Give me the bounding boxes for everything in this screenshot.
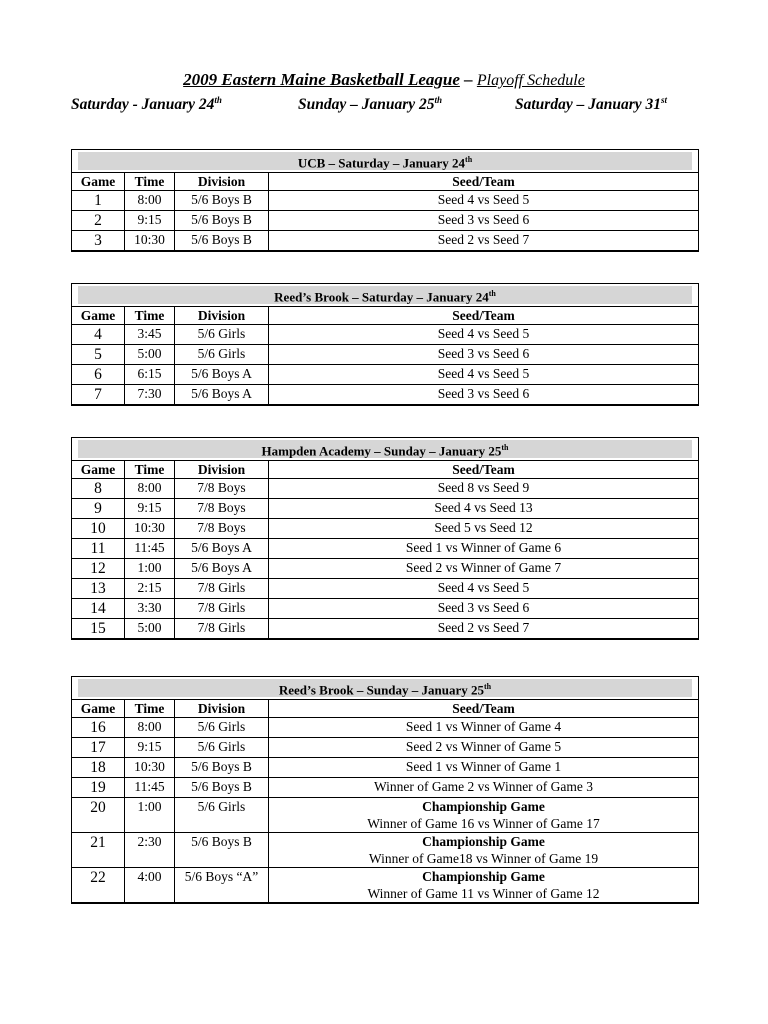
matchup-cell: Seed 4 vs Seed 5 [269,579,699,599]
matchup-cell [269,868,699,904]
game-division: 5/6 Boys B [175,778,269,798]
matchup-cell: Seed 3 vs Seed 6 [269,211,699,231]
game-division: 5/6 Girls [175,798,269,833]
table-row [72,385,699,406]
matchup-cell: Seed 1 vs Winner of Game 1 [269,758,699,778]
table-row [72,798,699,833]
document-title [0,70,768,90]
matchup-cell: Seed 3 vs Seed 6 [269,345,699,365]
championship-label: Championship Game [422,834,545,850]
game-division: 5/6 Boys “A” [175,868,269,904]
matchup-text: Winner of Game 16 vs Winner of Game 17 [367,816,600,832]
game-time: 2:15 [125,579,175,599]
matchup-cell: Seed 2 vs Seed 7 [269,231,699,252]
matchup-cell: Seed 1 vs Winner of Game 6 [269,539,699,559]
matchup-cell: Winner of Game 2 vs Winner of Game 3 [269,778,699,798]
game-number: 8 [72,479,125,499]
date-saturday-31: Saturday – January 31st [515,95,668,114]
matchup-cell: Seed 4 vs Seed 5 [269,191,699,211]
game-time: 7:30 [125,385,175,406]
column-header-time: Time [125,173,175,191]
column-header-game: Game [72,173,125,191]
game-time: 3:30 [125,599,175,619]
schedule-table [71,676,699,904]
game-time: 8:00 [125,479,175,499]
championship-label: Championship Game [422,869,545,885]
table-row [72,619,699,640]
section-heading: Hampden Academy – Sunday – January 25th [72,438,699,461]
game-number: 11 [72,539,125,559]
game-division: 5/6 Girls [175,718,269,738]
game-time: 8:00 [125,191,175,211]
section-heading: Reed’s Brook – Saturday – January 24th [72,284,699,307]
game-division: 5/6 Girls [175,738,269,758]
column-header-seed-team: Seed/Team [269,700,699,718]
game-division: 5/6 Boys B [175,191,269,211]
table-row [72,365,699,385]
table-row [72,539,699,559]
matchup-cell: Seed 2 vs Winner of Game 7 [269,559,699,579]
game-time: 5:00 [125,619,175,640]
game-time: 6:15 [125,365,175,385]
game-number: 19 [72,778,125,798]
game-division: 5/6 Boys A [175,365,269,385]
schedule-table [71,283,699,406]
matchup-text: Winner of Game 11 vs Winner of Game 12 [367,886,600,902]
title-separator: – [459,70,477,89]
matchup-cell: Seed 4 vs Seed 5 [269,325,699,345]
table-row [72,833,699,868]
game-time: 9:15 [125,499,175,519]
game-number: 14 [72,599,125,619]
table-row [72,211,699,231]
game-division: 7/8 Boys [175,479,269,499]
matchup-cell: Seed 3 vs Seed 6 [269,599,699,619]
date-saturday-24: Saturday - January 24th [71,95,222,114]
column-header-division: Division [175,461,269,479]
column-header-time: Time [125,307,175,325]
game-division: 5/6 Boys B [175,758,269,778]
game-time: 10:30 [125,758,175,778]
game-number: 7 [72,385,125,406]
section-heading: Reed’s Brook – Sunday – January 25th [72,677,699,700]
column-header-seed-team: Seed/Team [269,461,699,479]
game-division: 5/6 Boys B [175,833,269,868]
game-number: 16 [72,718,125,738]
game-time: 9:15 [125,211,175,231]
column-header-game: Game [72,461,125,479]
matchup-cell: Seed 4 vs Seed 5 [269,365,699,385]
game-number: 15 [72,619,125,640]
matchup-cell: Seed 2 vs Winner of Game 5 [269,738,699,758]
game-division: 5/6 Girls [175,345,269,365]
game-number: 2 [72,211,125,231]
matchup-cell: Seed 5 vs Seed 12 [269,519,699,539]
game-number: 10 [72,519,125,539]
game-division: 7/8 Girls [175,599,269,619]
game-division: 5/6 Boys A [175,559,269,579]
game-number: 18 [72,758,125,778]
matchup-cell: Seed 3 vs Seed 6 [269,385,699,406]
table-row [72,519,699,539]
game-time: 1:00 [125,559,175,579]
matchup-text: Winner of Game18 vs Winner of Game 19 [368,851,599,867]
schedule-subtitle: Playoff Schedule [476,72,585,89]
schedule-table [71,437,699,640]
game-time: 2:30 [125,833,175,868]
game-time: 4:00 [125,868,175,904]
table-row [72,559,699,579]
column-header-time: Time [125,461,175,479]
game-number: 3 [72,231,125,252]
game-number: 13 [72,579,125,599]
game-number: 5 [72,345,125,365]
game-time: 11:45 [125,539,175,559]
game-time: 10:30 [125,231,175,252]
table-row [72,345,699,365]
game-number: 4 [72,325,125,345]
championship-label: Championship Game [422,799,545,815]
game-time: 9:15 [125,738,175,758]
game-number: 17 [72,738,125,758]
game-division: 7/8 Boys [175,519,269,539]
game-time: 8:00 [125,718,175,738]
column-header-division: Division [175,307,269,325]
date-sunday-25: Sunday – January 25th [298,95,443,114]
matchup-cell: Seed 8 vs Seed 9 [269,479,699,499]
game-division: 5/6 Boys A [175,385,269,406]
column-header-seed-team: Seed/Team [269,307,699,325]
game-number: 12 [72,559,125,579]
game-time: 10:30 [125,519,175,539]
league-title: 2009 Eastern Maine Basketball League [183,70,460,89]
game-division: 7/8 Boys [175,499,269,519]
game-division: 7/8 Girls [175,619,269,640]
section-heading: UCB – Saturday – January 24th [72,150,699,173]
game-division: 5/6 Girls [175,325,269,345]
schedule-table [71,149,699,252]
game-number: 1 [72,191,125,211]
table-row [72,479,699,499]
table-row [72,599,699,619]
game-division: 5/6 Boys B [175,231,269,252]
game-division: 5/6 Boys B [175,211,269,231]
game-time: 5:00 [125,345,175,365]
game-number: 9 [72,499,125,519]
game-number: 22 [72,868,125,904]
table-row [72,499,699,519]
table-row [72,191,699,211]
column-header-game: Game [72,307,125,325]
table-row [72,758,699,778]
table-row [72,231,699,252]
game-division: 5/6 Boys A [175,539,269,559]
game-number: 6 [72,365,125,385]
game-time: 3:45 [125,325,175,345]
column-header-seed-team: Seed/Team [269,173,699,191]
column-header-division: Division [175,700,269,718]
game-number: 21 [72,833,125,868]
matchup-cell [269,833,699,868]
game-division: 7/8 Girls [175,579,269,599]
matchup-cell: Seed 1 vs Winner of Game 4 [269,718,699,738]
table-row [72,778,699,798]
table-row [72,325,699,345]
column-header-division: Division [175,173,269,191]
game-time: 11:45 [125,778,175,798]
table-row [72,579,699,599]
column-header-time: Time [125,700,175,718]
table-row [72,738,699,758]
matchup-cell [269,798,699,833]
matchup-cell: Seed 2 vs Seed 7 [269,619,699,640]
game-number: 20 [72,798,125,833]
table-row [72,868,699,904]
game-time: 1:00 [125,798,175,833]
table-row [72,718,699,738]
column-header-game: Game [72,700,125,718]
matchup-cell: Seed 4 vs Seed 13 [269,499,699,519]
